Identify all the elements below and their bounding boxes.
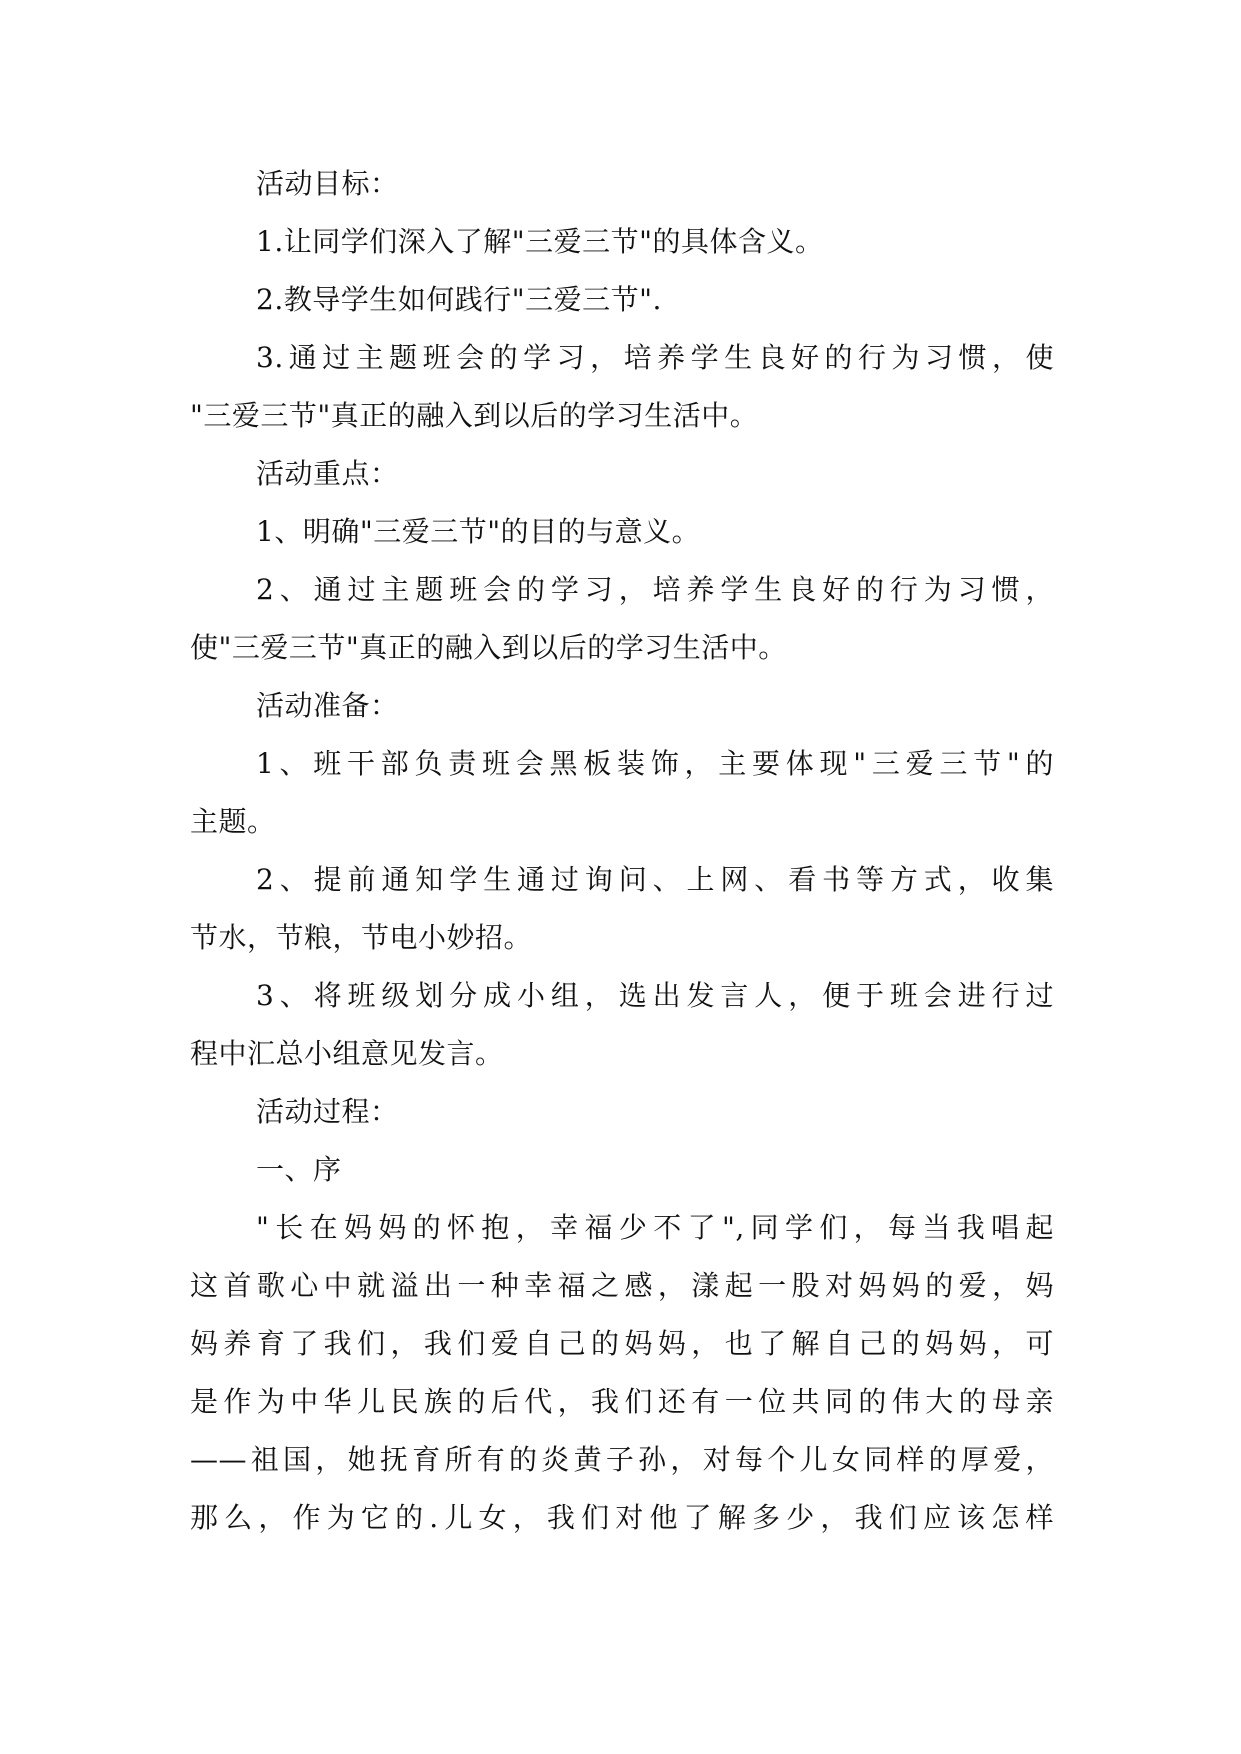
- text-line: 程中汇总小组意见发言。: [190, 1037, 504, 1070]
- text-line: 使"三爱三节"真正的融入到以后的学习生活中。: [190, 631, 787, 664]
- text-line: 1.让同学们深入了解"三爱三节"的具体含义。: [256, 225, 824, 258]
- text-line: "三爱三节"真正的融入到以后的学习生活中。: [190, 399, 759, 432]
- text-line: 这首歌心中就溢出一种幸福之感，漾起一股对妈妈的爱，妈: [190, 1269, 1054, 1302]
- text-line: 2、提前通知学生通过询问、上网、看书等方式，收集: [256, 863, 1054, 896]
- text-line: 3、将班级划分成小组，选出发言人，便于班会进行过: [256, 979, 1054, 1012]
- text-line: 节水，节粮，节电小妙招。: [190, 921, 533, 954]
- text-line: 2、通过主题班会的学习，培养学生良好的行为习惯，: [256, 573, 1054, 606]
- text-line: 3.通过主题班会的学习，培养学生良好的行为习惯，使: [256, 341, 1054, 374]
- text-line: 那么，作为它的.儿女，我们对他了解多少，我们应该怎样: [190, 1501, 1054, 1534]
- text-line: 活动准备：: [256, 689, 399, 722]
- text-line: 妈养育了我们，我们爱自己的妈妈，也了解自己的妈妈，可: [190, 1327, 1054, 1360]
- text-line: 一、序: [256, 1153, 342, 1186]
- text-line: 1、班干部负责班会黑板装饰，主要体现"三爱三节"的: [256, 747, 1054, 780]
- text-line: 主题。: [190, 805, 276, 838]
- text-line: "长在妈妈的怀抱，幸福少不了",同学们，每当我唱起: [256, 1211, 1054, 1244]
- text-line: 是作为中华儿民族的后代，我们还有一位共同的伟大的母亲: [190, 1385, 1054, 1418]
- text-line: 活动重点：: [256, 457, 399, 490]
- text-line: 活动目标：: [256, 167, 399, 200]
- text-line: 1、明确"三爱三节"的目的与意义。: [256, 515, 701, 548]
- text-line: ——祖国，她抚育所有的炎黄子孙，对每个儿女同样的厚爱，: [190, 1443, 1054, 1476]
- text-line: 活动过程：: [256, 1095, 399, 1128]
- text-line: 2.教导学生如何践行"三爱三节".: [256, 283, 662, 316]
- document-body: [190, 155, 1054, 1547]
